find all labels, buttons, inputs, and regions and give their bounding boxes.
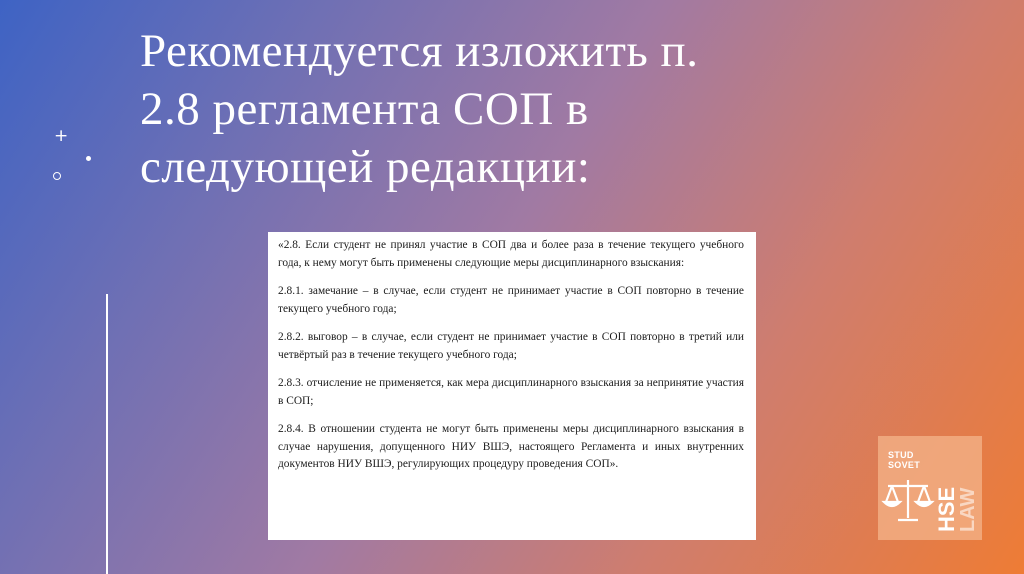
slide-title-line: Рекомендуется изложить п. <box>140 25 699 77</box>
slide-title <box>140 22 900 196</box>
plus-decoration-icon: + <box>54 126 69 146</box>
logo-caption-line: SOVET <box>888 460 921 470</box>
document-excerpt <box>268 232 756 540</box>
document-paragraph: 2.8.3. отчисление не применяется, как мера дисциплинарного взыскания за непринятие участия в СОП; <box>278 377 744 407</box>
document-paragraph: 2.8.4. В отношении студента не могут быть применены меры дисциплинарного взыскания в случае нарушения, допущенного НИУ ВШЭ, настоящего Регламента и иных внутренних документов НИУ ВШЭ, регулирующих процедуру проведения СОП». <box>278 423 744 470</box>
dot-decoration-icon <box>86 156 91 161</box>
document-paragraph: 2.8.1. замечание – в случае, если студент не принимает участие в СОП повторно в течение текущего учебного года; <box>278 285 744 315</box>
document-paragraph: 2.8.2. выговор – в случае, если студент не принимает участие в СОП повторно в третий или четвёртый раз в течение текущего учебного года; <box>278 331 744 361</box>
logo-caption-line: STUD <box>888 450 914 460</box>
logo-vertical-text-secondary: LAW <box>957 487 979 532</box>
slide-title-line: следующей редакции: <box>140 141 591 193</box>
logo-caption <box>888 450 920 470</box>
logo-vertical-text: HSE <box>934 486 959 532</box>
document-paragraph: «2.8. Если студент не принял участие в СОП два и более раза в течение текущего учебного года, к нему могут быть применены следующие меры дисциплинарного взыскания: <box>278 239 744 269</box>
slide-title-line: 2.8 регламента СОП в <box>140 83 589 135</box>
vertical-divider-line <box>106 294 108 574</box>
ring-decoration-icon <box>53 172 61 180</box>
stud-sovet-logo <box>878 436 982 540</box>
